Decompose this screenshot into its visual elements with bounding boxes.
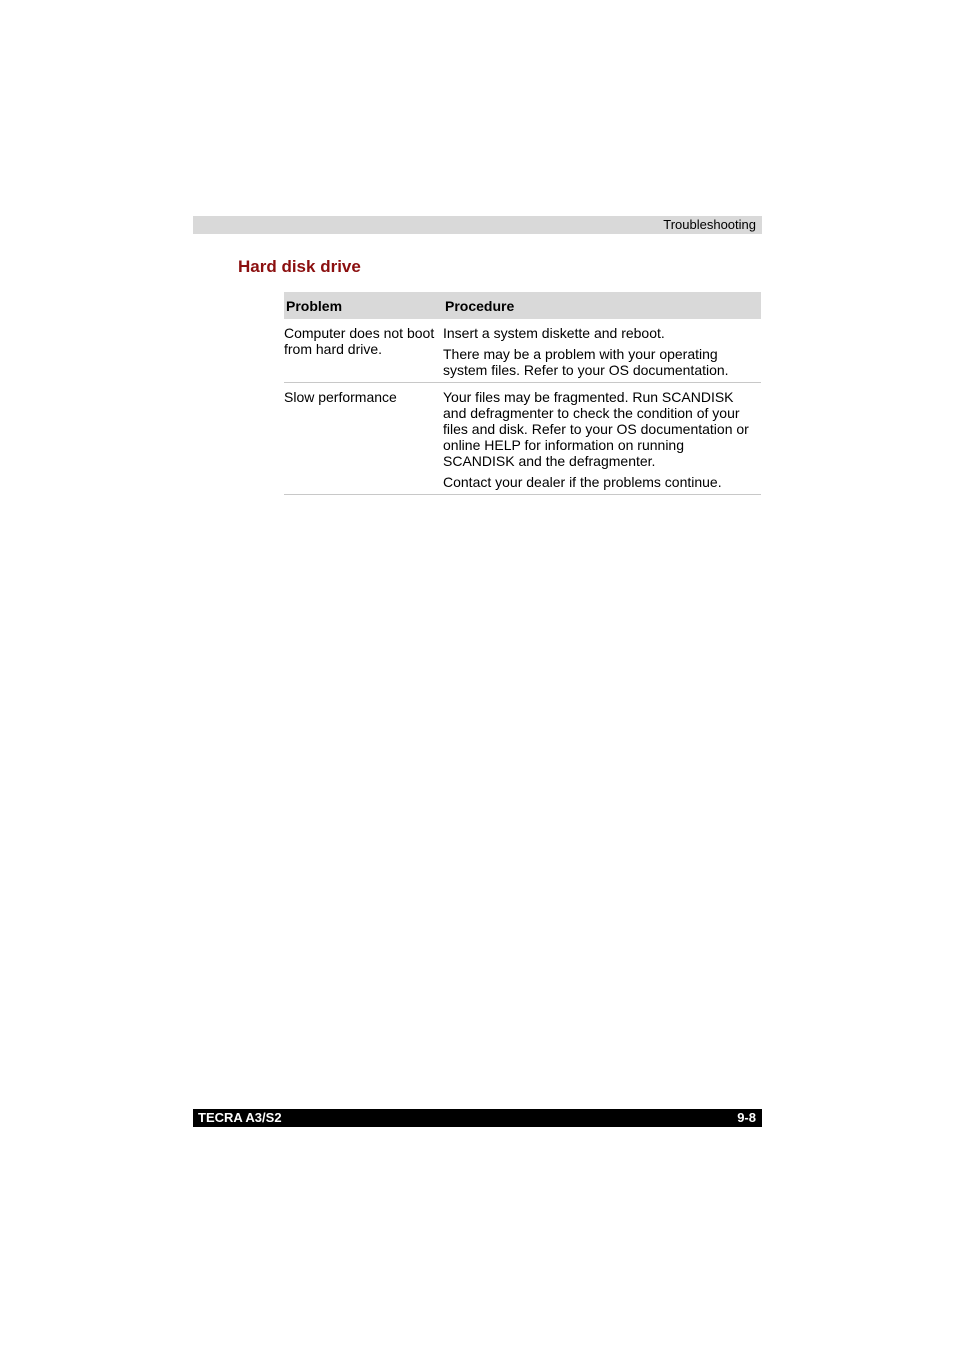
model-name: TECRA A3/S2	[198, 1110, 282, 1125]
troubleshooting-table	[284, 292, 761, 495]
procedure-step: There may be a problem with your operating system files. Refer to your OS documentation.	[443, 346, 729, 378]
procedure-cell	[443, 383, 759, 494]
running-footer	[193, 1109, 762, 1127]
table-header	[284, 292, 761, 319]
table-row	[284, 383, 761, 495]
problem-cell: Slow performance	[284, 389, 397, 405]
page-number: 9-8	[737, 1110, 756, 1125]
column-header-problem: Problem	[286, 298, 343, 314]
section-title: Hard disk drive	[238, 257, 361, 276]
running-header	[193, 216, 762, 234]
procedure-cell	[443, 319, 759, 382]
procedure-step: Contact your dealer if the problems continue.	[443, 474, 722, 490]
column-header-procedure: Procedure	[445, 298, 515, 314]
problem-cell: Computer does not boot from hard drive.	[284, 325, 435, 357]
procedure-step: Insert a system diskette and reboot.	[443, 325, 665, 341]
table-row	[284, 319, 761, 383]
procedure-step: Your files may be fragmented. Run SCANDISK and defragmenter to check the condition of your files and disk. Refer to your OS documentation or online HELP for information on running SCANDISK and the defragmenter.	[443, 389, 749, 469]
chapter-title: Troubleshooting	[663, 217, 756, 232]
